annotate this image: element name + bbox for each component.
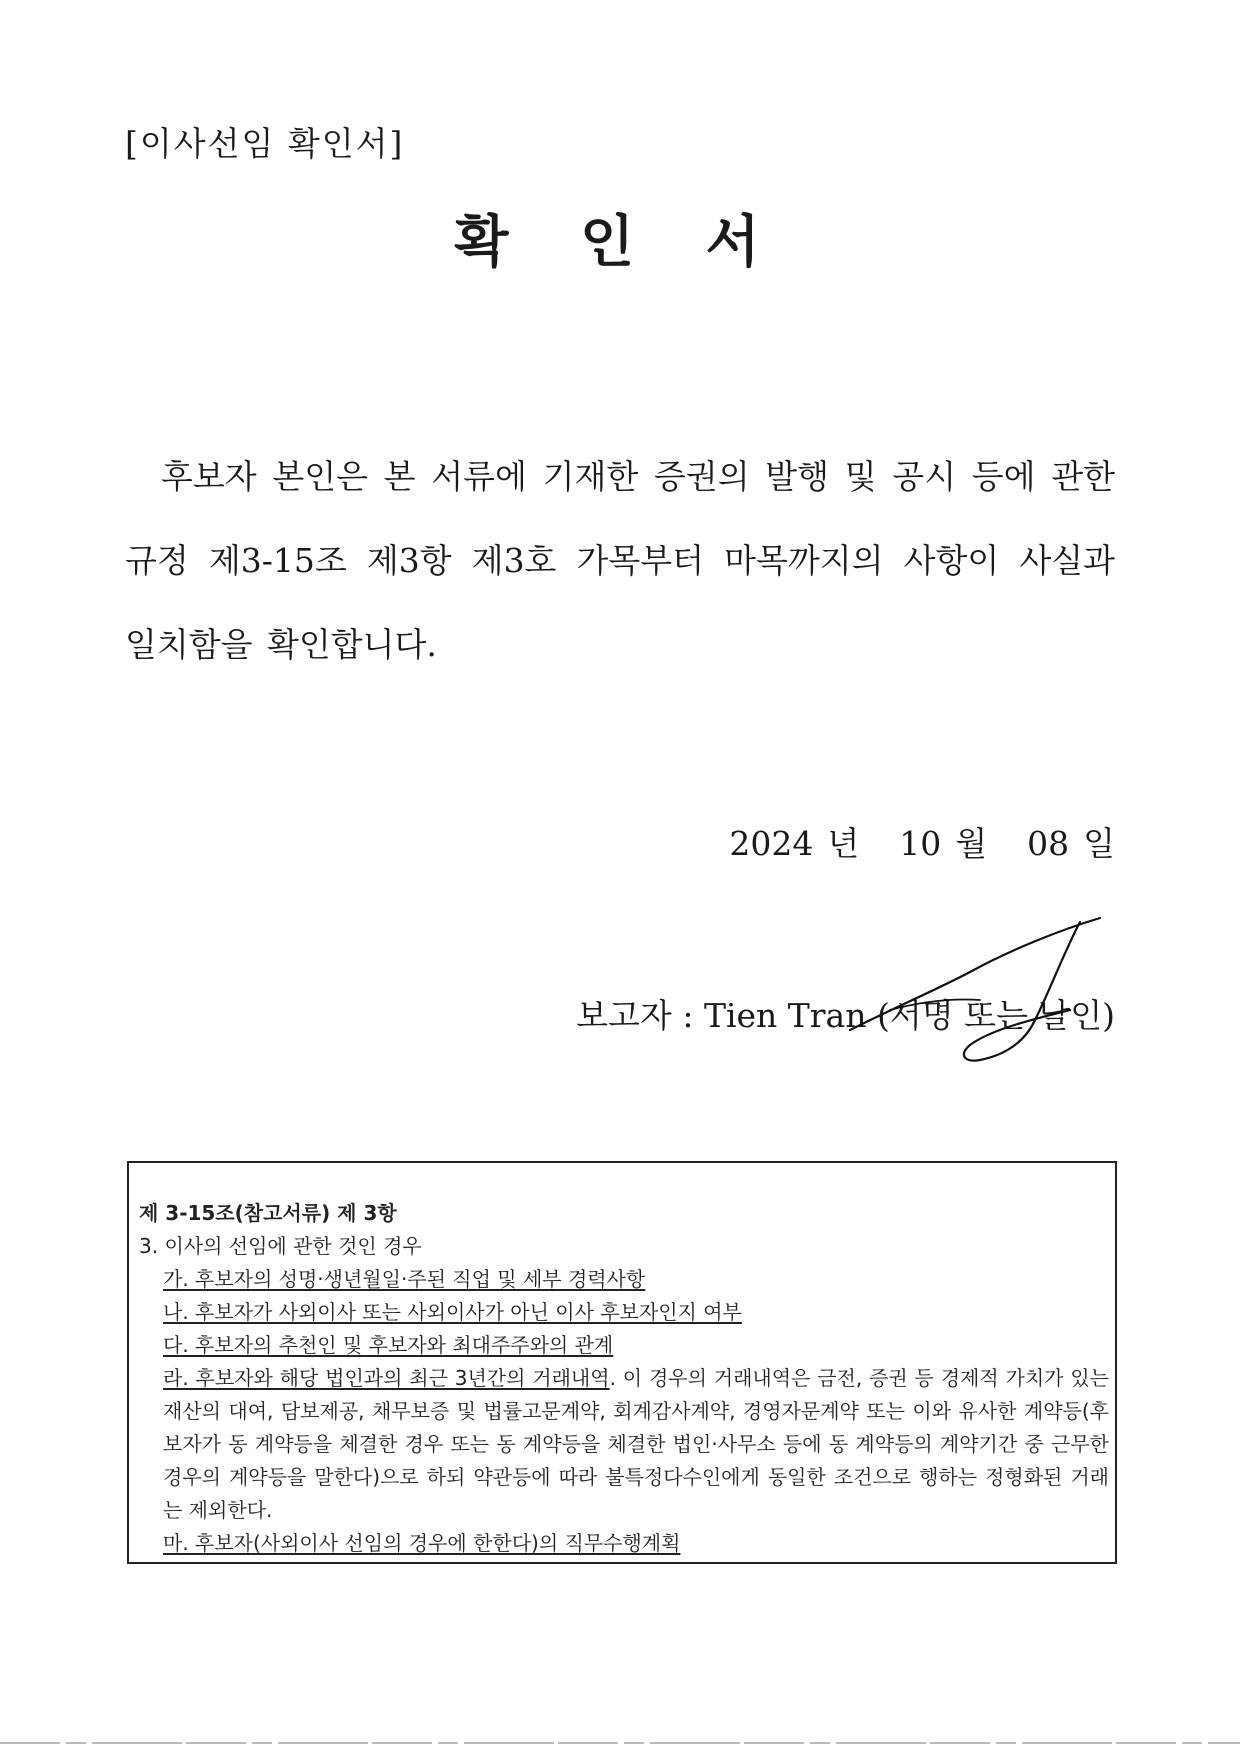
reference-item-continuation: . 이 경우의 거래내역은 금전, 증권 등 경제적 가치가 있는 재산의 대여, 담보제공, 채무보증 및 법률고문계약, 회계감사계약, 경영자문계약 또는 이와 유사한 계약등(후보자가 동 계약등을 체결한 경우 또는 동 계약등을 체결한 법인·사무소 등에 동 계약등의 계약기간 중 근무한 경우의 계약등을 말한다)으로 하되 약관등에 따라 불특정다수인에게 동일한 조건으로 행하는 정형화된 거래는 제외한다. [163,1366,1109,1522]
scan-footer-line [0,1742,1240,1744]
confirmation-paragraph-text: 후보자 본인은 본 서류에 기재한 증권의 발행 및 공시 등에 관한 규정 제3-15조 제3항 제3호 가목부터 마목까지의 사항이 사실과 일치함을 확인합니다. [125,457,1115,664]
reference-item-text: 라. 후보자와 해당 법인과의 최근 3년간의 거래내역 [163,1366,610,1390]
date-day-unit: 일 [1083,824,1115,863]
handwritten-signature [830,910,1120,1070]
document-title: 확 인 서 [454,209,786,275]
date-day: 08 [1027,824,1070,863]
reference-item-text: 다. 후보자의 추천인 및 후보자와 최대주주와의 관계 [163,1333,614,1357]
date-month: 10 [899,824,942,863]
reference-item [139,1263,1109,1296]
reference-subheading: 3. 이사의 선임에 관한 것인 경우 [139,1234,422,1258]
confirmation-paragraph [125,435,1115,687]
date-month-unit: 월 [955,824,988,863]
reference-box [127,1161,1117,1564]
reporter-separator: : [682,996,694,1035]
reference-item [139,1296,1109,1329]
date-year-unit: 년 [827,824,860,863]
reporter-label: 보고자 [576,996,672,1035]
reporter-sign-note: (서명 또는 날인) [877,996,1115,1035]
reference-item-text: 마. 후보자(사외이사 선임의 경우에 한한다)의 직무수행계획 [163,1531,681,1555]
reference-item [139,1362,1109,1527]
reference-heading: 제 3-15조(참고서류) 제 3항 [139,1201,397,1225]
date-year: 2024 [729,824,814,863]
reference-item-text: 가. 후보자의 성명·생년월일·주된 직업 및 세부 경력사항 [163,1267,646,1291]
reference-box-content [139,1197,1109,1560]
reference-item [139,1527,1109,1560]
document-header-label: [이사선임 확인서] [125,124,405,163]
date-line [729,818,1115,865]
reporter-name: Tien Tran [703,996,867,1035]
reference-item [139,1329,1109,1362]
reference-item-text: 나. 후보자가 사외이사 또는 사외이사가 아닌 이사 후보자인지 여부 [163,1300,742,1324]
